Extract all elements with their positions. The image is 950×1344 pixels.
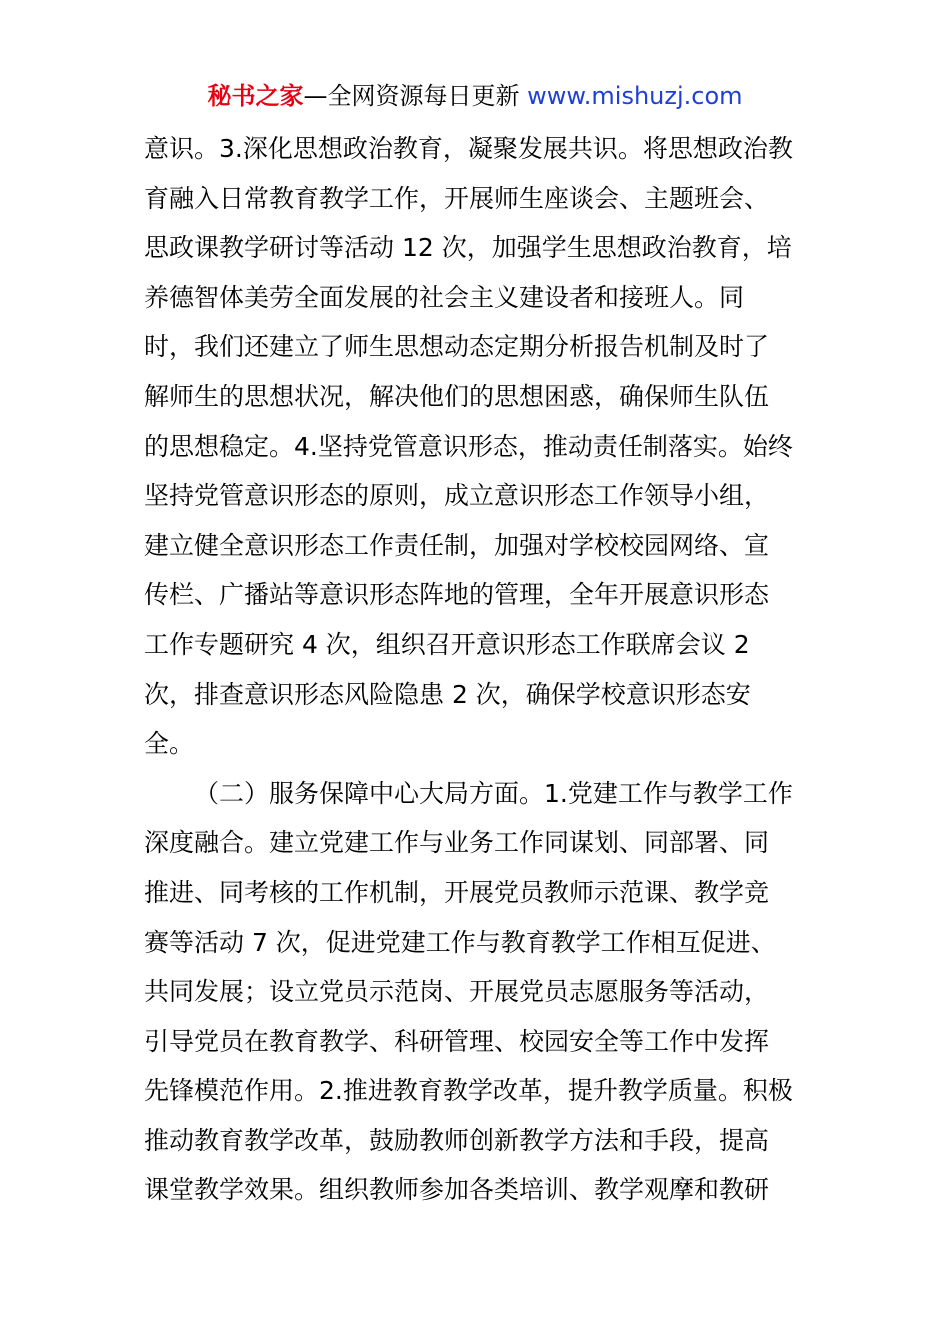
text-line: 共同发展；设立党员示范岗、开展党员志愿服务等活动， [144, 977, 770, 1007]
site-brand: 秘书之家 [207, 82, 304, 110]
text-line: 引导党员在教育教学、科研管理、校园安全等工作中发挥 [144, 1026, 770, 1056]
page-header [0, 80, 950, 112]
site-url-link[interactable]: www.mishuzj.com [527, 82, 743, 110]
text-line: 解师生的思想状况，解决他们的思想困惑，确保师生队伍 [144, 381, 770, 411]
text-line: 深度融合。建立党建工作与业务工作同谋划、同部署、同 [144, 828, 770, 858]
text-line: 推动教育教学改革，鼓励教师创新教学方法和手段，提高 [144, 1125, 770, 1155]
text-line: 的思想稳定。4.坚持党管意识形态，推动责任制落实。始终 [144, 431, 793, 461]
text-line: 思政课教学研讨等活动 12 次，加强学生思想政治教育，培 [144, 233, 792, 263]
site-tagline: —全网资源每日更新 [303, 82, 528, 110]
document-body [144, 124, 808, 1215]
text-line: 赛等活动 7 次，促进党建工作与教育教学工作相互促进、 [144, 927, 776, 957]
text-line: 先锋模范作用。2.推进教育教学改革，提升教学质量。积极 [144, 1076, 793, 1106]
text-line: 推进、同考核的工作机制，开展党员教师示范课、教学竞 [144, 877, 770, 907]
text-line: 次，排查意识形态风险隐患 2 次，确保学校意识形态安 [144, 679, 751, 709]
text-line: 时，我们还建立了师生思想动态定期分析报告机制及时了 [144, 332, 770, 362]
text-line: 全。 [144, 729, 195, 759]
section-heading-line: （二）服务保障中心大局方面。1.党建工作与教学工作 [194, 778, 793, 808]
text-line: 工作专题研究 4 次，组织召开意识形态工作联席会议 2 [144, 629, 750, 659]
text-line: 养德智体美劳全面发展的社会主义建设者和接班人。同 [144, 282, 745, 312]
text-line: 传栏、广播站等意识形态阵地的管理，全年开展意识形态 [144, 580, 770, 610]
text-line: 育融入日常教育教学工作，开展师生座谈会、主题班会、 [144, 183, 770, 213]
text-line: 课堂教学效果。组织教师参加各类培训、教学观摩和教研 [144, 1175, 770, 1205]
text-line: 建立健全意识形态工作责任制，加强对学校校园网络、宣 [144, 530, 770, 560]
text-line: 意识。3.深化思想政治教育，凝聚发展共识。将思想政治教 [144, 134, 793, 163]
text-line: 坚持党管意识形态的原则，成立意识形态工作领导小组， [144, 481, 770, 511]
